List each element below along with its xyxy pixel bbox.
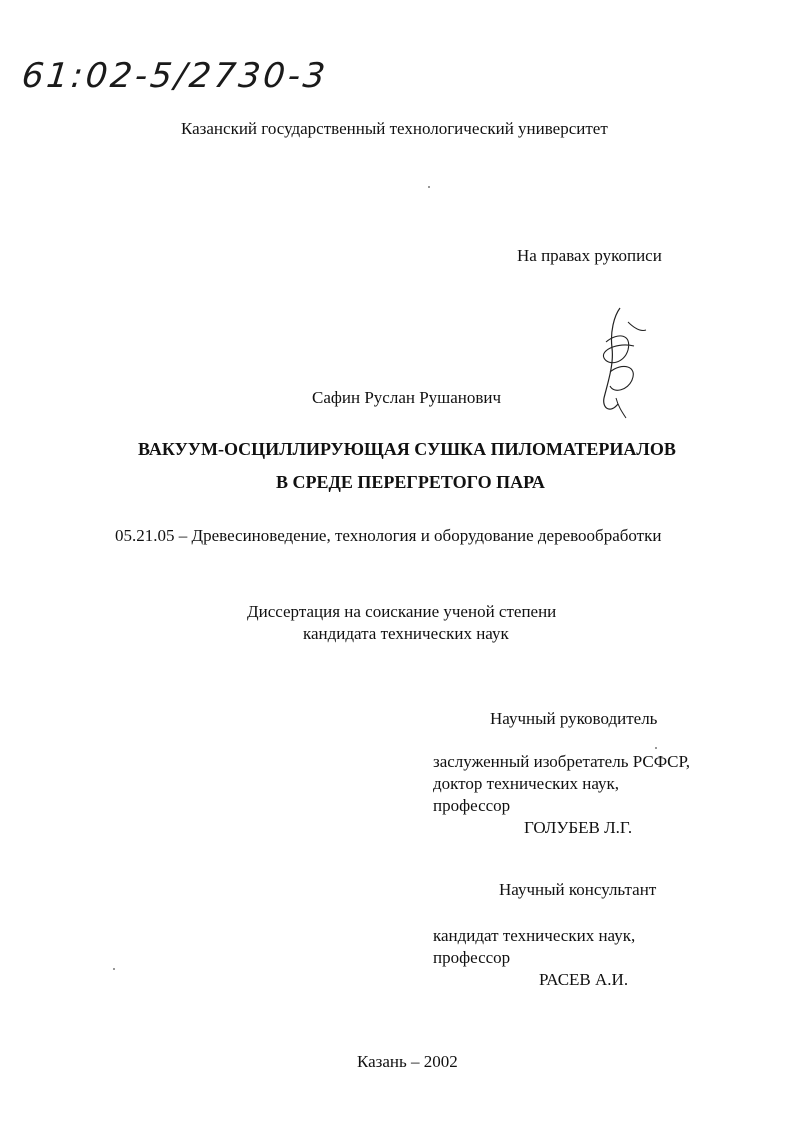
university-name: Казанский государственный технологический университет	[181, 119, 608, 138]
scan-speck	[428, 186, 430, 188]
supervisor-title-line1: заслуженный изобретатель РСФСР,	[433, 752, 691, 771]
signature-icon	[588, 302, 650, 420]
consultant-role: Научный консультант	[499, 880, 657, 899]
scan-speck	[113, 968, 115, 970]
consultant-name: РАСЕВ А.И.	[539, 970, 629, 989]
author-name: Сафин Руслан Рушанович	[312, 388, 502, 407]
manuscript-note: На правах рукописи	[517, 246, 662, 265]
dissertation-title-line2: В СРЕДЕ ПЕРЕГРЕТОГО ПАРА	[276, 472, 545, 492]
supervisor-role: Научный руководитель	[490, 709, 658, 728]
archive-number: 61:02-5/2730-3	[19, 56, 330, 96]
consultant-title-line1: кандидат технических наук,	[433, 926, 636, 945]
specialty-code: 05.21.05 – Древесиноведение, технология и оборудование деревообработки	[115, 526, 662, 545]
place-year: Казань – 2002	[357, 1052, 458, 1071]
scan-speck	[655, 747, 657, 749]
consultant-title-line2: профессор	[433, 948, 511, 967]
degree-line2: кандидата технических наук	[303, 624, 509, 643]
dissertation-title-line1: ВАКУУМ-ОСЦИЛЛИРУЮЩАЯ СУШКА ПИЛОМАТЕРИАЛОВ	[138, 439, 676, 459]
supervisor-title-line2: доктор технических наук,	[433, 774, 620, 793]
supervisor-title-line3: профессор	[433, 796, 511, 815]
degree-line1: Диссертация на соискание ученой степени	[247, 602, 557, 621]
supervisor-name: ГОЛУБЕВ Л.Г.	[524, 818, 633, 837]
